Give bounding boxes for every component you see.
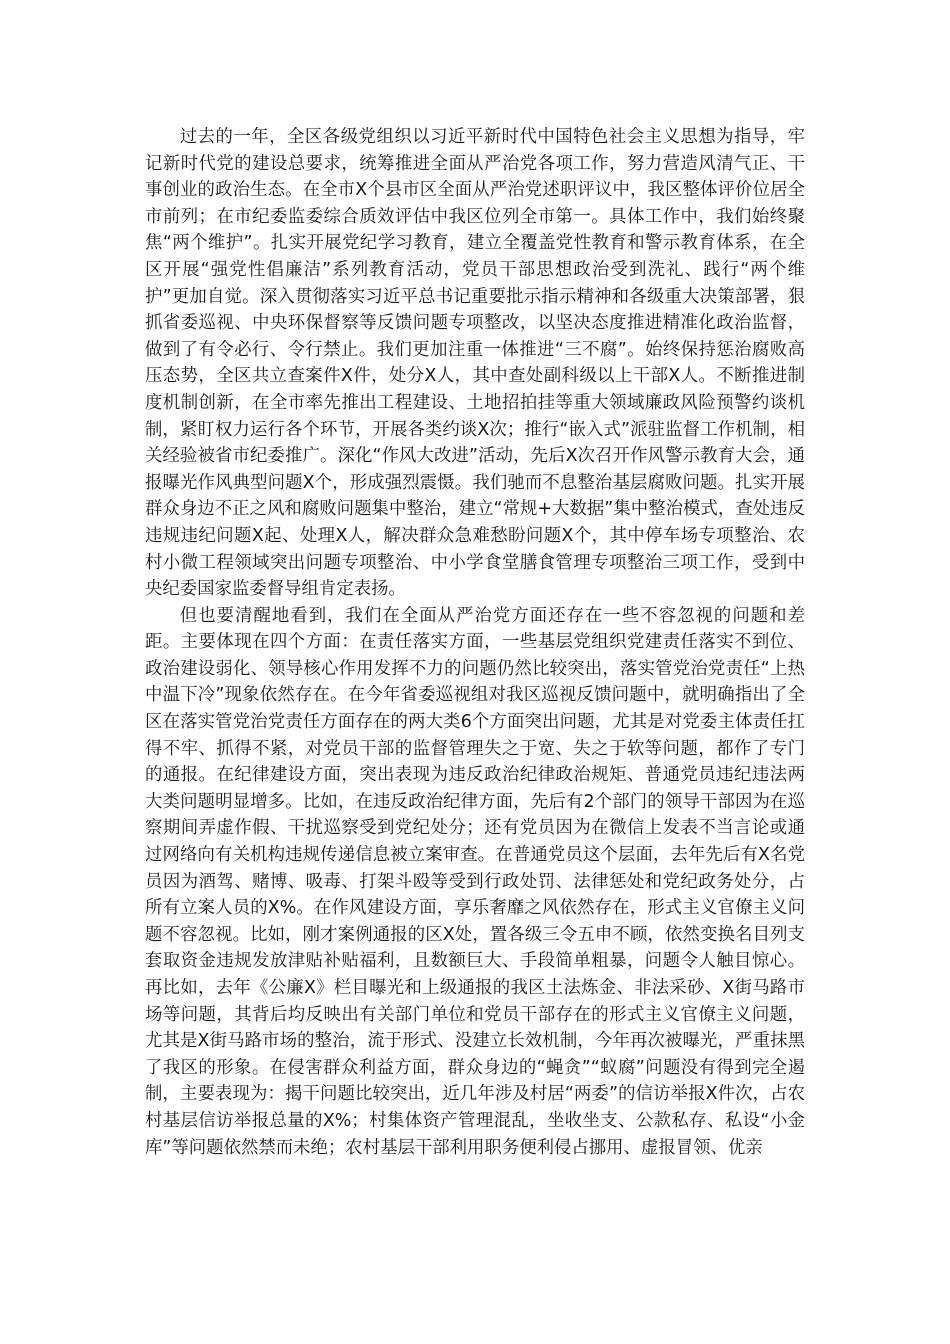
paragraph-2: 但也要清醒地看到，我们在全面从严治党方面还存在一些不容忽视的问题和差距。主要体现在四个方面：在责任落实方面，一些基层党组织党建责任落实不到位、政治建设弱化、领导核心作用发挥不力的问题仍然比较突出，落实管党治党责任“上热中温下冷”现象依然存在。在今年省委巡视组对我区巡视反馈问题中，就明确指出了全区在落实管党治党责任方面存在的两大类6个方面突出问题，尤其是对党委主体责任扛得不牢、抓得不紧，对党员干部的监督管理失之于宽、失之于软等问题，都作了专门的通报。在纪律建设方面，突出表现为违反政治纪律政治规矩、普通党员违纪违法两大类问题明显增多。比如，在违反政治纪律方面，先后有2个部门的领导干部因为在巡察期间弄虚作假、干扰巡察受到党纪处分；还有党员因为在微信上发表不当言论或通过网络向有关机构违规传递信息被立案审查。在普通党员这个层面，去年先后有X名党员因为酒驾、赌博、吸毒、打架斗殴等受到行政处罚、法律惩处和党纪政务处分，占所有立案人员的X%。在作风建设方面，享乐奢靡之风依然存在，形式主义官僚主义问题不容忽视。比如，刚才案例通报的区X处，置各级三令五申不顾，依然变换名目列支套取资金违规发放津贴补贴福利，且数额巨大、手段简单粗暴，问题令人触目惊心。再比如，去年《公廉X》栏目曝光和上级通报的我区土法炼金、非法采砂、X街马路市场等问题，其背后均反映出有关部门单位和党员干部存在的形式主义官僚主义问题，尤其是X街马路市场的整治，流于形式、没建立长效机制，今年再次被曝光，严重抹黑了我区的形象。在侵害群众利益方面，群众身边的“蝇贪”“蚁腐”问题没有得到完全遏制，主要表现为：揭干问题比较突出，近几年涉及村居“两委”的信访举报X件次，占农村基层信访举报总量的X%；村集体资产管理混乱，坐收坐支、公款私存、私设“小金库”等问题依然禁而未绝；农村基层干部利用职务便利侵占挪用、虚报冒领、优亲	[145, 605, 805, 1158]
document-body	[145, 124, 805, 1161]
paragraph-1: 过去的一年，全区各级党组织以习近平新时代中国特色社会主义思想为指导，牢记新时代党的建设总要求，统筹推进全面从严治党各项工作，努力营造风清气正、干事创业的政治生态。在全市X个县市区全面从严治党述职评议中，我区整体评价位居全市前列；在市纪委监委综合质效评估中我区位列全市第一。具体工作中，我们始终聚焦“两个维护”。扎实开展党纪学习教育，建立全覆盖党性教育和警示教育体系，在全区开展“强党性倡廉洁”系列教育活动，党员干部思想政治受到洗礼、践行“两个维护”更加自觉。深入贯彻落实习近平总书记重要批示指示精神和各级重大决策部署，狠抓省委巡视、中央环保督察等反馈问题专项整改，以坚决态度推进精准化政治监督，做到了有令必行、令行禁止。我们更加注重一体推进“三不腐”。始终保持惩治腐败高压态势，全区共立查案件X件，处分X人，其中查处副科级以上干部X人。不断推进制度机制创新，在全市率先推出工程建设、土地招拍挂等重大领域廉政风险预警约谈机制，紧盯权力运行各个环节，开展各类约谈X次；推行“嵌入式”派驻监督工作机制，相关经验被省市纪委推广。深化“作风大改进”活动，先后X次召开作风警示教育大会，通报曝光作风典型问题X个，形成强烈震慑。我们驰而不息整治基层腐败问题。扎实开展群众身边不正之风和腐败问题集中整治，建立“常规+大数据”集中整治模式，查处违反违规违纪问题X起、处理X人，解决群众急难愁盼问题X个，其中停车场专项整治、农村小微工程领域突出问题专项整治、中小学食堂膳食管理专项整治三项工作，受到中央纪委国家监委督导组肯定表扬。	[145, 127, 805, 600]
